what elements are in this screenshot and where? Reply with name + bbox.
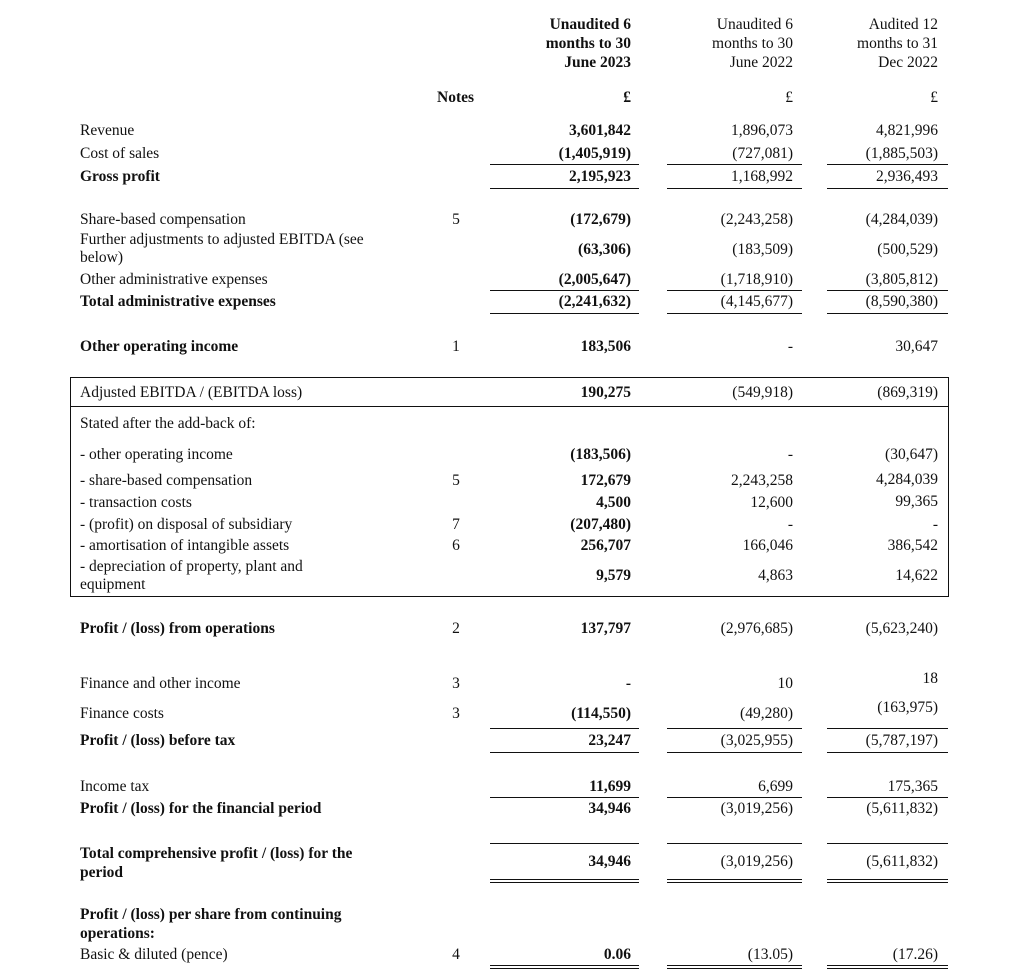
ab-sbc-2023: 172,679 [580, 472, 631, 489]
double-underline [667, 965, 802, 966]
ab-other-op-2023: (183,506) [570, 446, 631, 463]
box-divider [70, 406, 949, 407]
subtotal-line [827, 843, 948, 844]
header-line: months to 30 [712, 35, 793, 52]
subtotal-line [667, 843, 802, 844]
notes-header: Notes [437, 89, 475, 106]
subtotal-line [827, 290, 948, 291]
header-line: June 2022 [729, 54, 793, 71]
further-adj-label-cont: below) [80, 249, 124, 266]
double-underline [667, 882, 802, 883]
subtotal-line [667, 728, 802, 729]
currency-symbol: £ [623, 89, 631, 106]
eps-heading: Profit / (loss) per share from continuing [80, 906, 342, 923]
ab-disposal-note: 7 [452, 516, 460, 533]
stated-after-label: Stated after the add-back of: [80, 415, 256, 432]
total-admin-h1-2022: (4,145,677) [720, 293, 793, 310]
subtotal-line [667, 797, 802, 798]
column-header-fy-2022 [857, 15, 938, 72]
ab-disposal-h1-2022: - [787, 516, 793, 533]
gross-profit-label: Gross profit [80, 168, 160, 185]
header-line: Dec 2022 [878, 54, 938, 71]
finance-income-fy-2022: 18 [922, 670, 938, 687]
other-op-income-fy-2022: 30,647 [895, 338, 938, 355]
further-adj-2023: (63,306) [578, 241, 631, 258]
subtotal-line [490, 313, 639, 314]
cost-of-sales-2023: (1,405,919) [558, 145, 631, 162]
revenue-label: Revenue [80, 122, 135, 139]
total-comp-label: Total comprehensive profit / (loss) for the [80, 845, 353, 862]
subtotal-line [667, 188, 802, 189]
other-op-income-h1-2022: - [787, 338, 793, 355]
revenue-fy-2022: 4,821,996 [876, 122, 938, 139]
other-admin-h1-2022: (1,718,910) [720, 271, 793, 288]
total-admin-label: Total administrative expenses [80, 293, 276, 310]
double-underline [667, 968, 802, 969]
double-underline [827, 882, 948, 883]
further-adj-label: Further adjustments to adjusted EBITDA (see [80, 231, 364, 248]
sbc-fy-2022: (4,284,039) [865, 211, 938, 228]
ab-depr-2023: 9,579 [596, 567, 631, 584]
eps-2023: 0.06 [603, 946, 631, 963]
ab-transaction-2023: 4,500 [596, 494, 631, 511]
ab-transaction-h1-2022: 12,600 [750, 494, 793, 511]
cost-of-sales-h1-2022: (727,081) [732, 145, 793, 162]
income-tax-label: Income tax [80, 778, 150, 795]
ab-amort-label: - amortisation of intangible assets [80, 537, 290, 554]
pbt-2023: 23,247 [588, 732, 631, 749]
subtotal-line [490, 188, 639, 189]
column-header-h1-2022 [712, 15, 793, 72]
adj-ebitda-h1-2022: (549,918) [732, 384, 793, 401]
total-comp-2023: 34,946 [588, 853, 631, 870]
finance-costs-h1-2022: (49,280) [740, 705, 793, 722]
ab-amort-2023: 256,707 [580, 537, 631, 554]
ab-depr-fy-2022: 14,622 [895, 567, 938, 584]
subtotal-line [827, 752, 948, 753]
ab-other-op-label: - other operating income [80, 446, 233, 463]
profit-ops-fy-2022: (5,623,240) [865, 620, 938, 637]
ab-sbc-fy-2022: 4,284,039 [876, 471, 938, 488]
eps-heading-cont: operations: [80, 925, 155, 942]
profit-ops-note: 2 [452, 620, 460, 637]
total-admin-2023: (2,241,632) [558, 293, 631, 310]
sbc-h1-2022: (2,243,258) [720, 211, 793, 228]
ab-sbc-note: 5 [452, 472, 460, 489]
header-line: June 2023 [564, 54, 631, 71]
total-comp-h1-2022: (3,019,256) [720, 853, 793, 870]
eps-label: Basic & diluted (pence) [80, 946, 228, 963]
further-adj-fy-2022: (500,529) [877, 241, 938, 258]
double-underline [827, 965, 948, 966]
subtotal-line [490, 843, 639, 844]
finance-income-label: Finance and other income [80, 675, 241, 692]
header-line: Audited 12 [868, 16, 938, 33]
other-op-income-note: 1 [452, 338, 460, 355]
profit-ops-label: Profit / (loss) from operations [80, 620, 275, 637]
currency-symbol: £ [930, 89, 938, 106]
ab-depr-label-cont: equipment [80, 576, 146, 593]
ab-transaction-fy-2022: 99,365 [895, 493, 938, 510]
ab-other-op-h1-2022: - [787, 446, 793, 463]
ab-depr-label: - depreciation of property, plant and [80, 558, 303, 575]
sbc-2023: (172,679) [570, 211, 631, 228]
ab-amort-fy-2022: 386,542 [887, 537, 938, 554]
double-underline [667, 879, 802, 880]
subtotal-line [667, 164, 802, 165]
double-underline [490, 882, 639, 883]
income-tax-2023: 11,699 [589, 778, 631, 795]
pbt-h1-2022: (3,025,955) [720, 732, 793, 749]
profit-period-fy-2022: (5,611,832) [866, 800, 938, 817]
ab-depr-h1-2022: 4,863 [758, 567, 793, 584]
finance-income-2023: - [625, 675, 631, 692]
header-line: Unaudited 6 [549, 16, 631, 33]
ab-sbc-label: - share-based compensation [80, 472, 253, 489]
subtotal-line [490, 728, 639, 729]
double-underline [827, 879, 948, 880]
header-line: months to 30 [545, 35, 631, 52]
finance-costs-2023: (114,550) [571, 705, 631, 722]
subtotal-line [667, 290, 802, 291]
sbc-note: 5 [452, 211, 460, 228]
subtotal-line [667, 752, 802, 753]
subtotal-line [490, 752, 639, 753]
subtotal-line [490, 290, 639, 291]
finance-costs-note: 3 [452, 705, 460, 722]
header-line: Unaudited 6 [716, 16, 793, 33]
ab-sbc-h1-2022: 2,243,258 [731, 472, 793, 489]
other-admin-fy-2022: (3,805,812) [865, 271, 938, 288]
profit-ops-2023: 137,797 [580, 620, 631, 637]
subtotal-line [827, 313, 948, 314]
currency-symbol: £ [785, 89, 793, 106]
other-op-income-label: Other operating income [80, 338, 239, 355]
adj-ebitda-label: Adjusted EBITDA / (EBITDA loss) [80, 384, 303, 401]
double-underline [827, 968, 948, 969]
revenue-h1-2022: 1,896,073 [731, 122, 793, 139]
double-underline [490, 965, 639, 966]
finance-costs-fy-2022: (163,975) [877, 699, 938, 716]
gross-profit-fy-2022: 2,936,493 [876, 168, 938, 185]
sbc-label: Share-based compensation [80, 211, 246, 228]
double-underline [490, 968, 639, 969]
other-admin-2023: (2,005,647) [558, 271, 631, 288]
column-header-h1-2023 [546, 15, 631, 72]
cost-of-sales-label: Cost of sales [80, 145, 160, 162]
eps-fy-2022: (17.26) [892, 946, 938, 963]
gross-profit-h1-2022: 1,168,992 [731, 168, 793, 185]
profit-ops-h1-2022: (2,976,685) [720, 620, 793, 637]
income-tax-fy-2022: 175,365 [887, 778, 938, 795]
subtotal-line [827, 728, 948, 729]
subtotal-line [827, 164, 948, 165]
eps-h1-2022: (13.05) [747, 946, 793, 963]
profit-period-h1-2022: (3,019,256) [720, 800, 793, 817]
ab-other-op-fy-2022: (30,647) [885, 446, 938, 463]
finance-income-note: 3 [452, 675, 460, 692]
finance-income-h1-2022: 10 [777, 675, 793, 692]
gross-profit-2023: 2,195,923 [569, 168, 631, 185]
ab-disposal-2023: (207,480) [570, 516, 631, 533]
total-admin-fy-2022: (8,590,380) [865, 293, 938, 310]
subtotal-line [490, 797, 639, 798]
other-op-income-2023: 183,506 [580, 338, 631, 355]
double-underline [490, 879, 639, 880]
pbt-label: Profit / (loss) before tax [80, 732, 236, 749]
subtotal-line [827, 188, 948, 189]
eps-note: 4 [452, 946, 460, 963]
further-adj-h1-2022: (183,509) [732, 241, 793, 258]
subtotal-line [827, 797, 948, 798]
subtotal-line [667, 313, 802, 314]
ab-amort-h1-2022: 166,046 [742, 537, 793, 554]
ab-transaction-label: - transaction costs [80, 494, 192, 511]
ab-disposal-label: - (profit) on disposal of subsidiary [80, 516, 293, 533]
adj-ebitda-fy-2022: (869,319) [877, 384, 938, 401]
pbt-fy-2022: (5,787,197) [865, 732, 938, 749]
ab-amort-note: 6 [452, 537, 460, 554]
total-comp-label-cont: period [80, 864, 124, 881]
subtotal-line [490, 164, 639, 165]
profit-period-label: Profit / (loss) for the financial period [80, 800, 322, 817]
income-tax-h1-2022: 6,699 [758, 778, 793, 795]
other-admin-label: Other administrative expenses [80, 271, 268, 288]
ab-disposal-fy-2022: - [932, 516, 938, 533]
cost-of-sales-fy-2022: (1,885,503) [865, 145, 938, 162]
adj-ebitda-2023: 190,275 [580, 384, 631, 401]
revenue-2023: 3,601,842 [569, 122, 631, 139]
total-comp-fy-2022: (5,611,832) [866, 853, 938, 870]
header-line: months to 31 [857, 35, 938, 52]
finance-costs-label: Finance costs [80, 705, 164, 722]
profit-period-2023: 34,946 [588, 800, 631, 817]
